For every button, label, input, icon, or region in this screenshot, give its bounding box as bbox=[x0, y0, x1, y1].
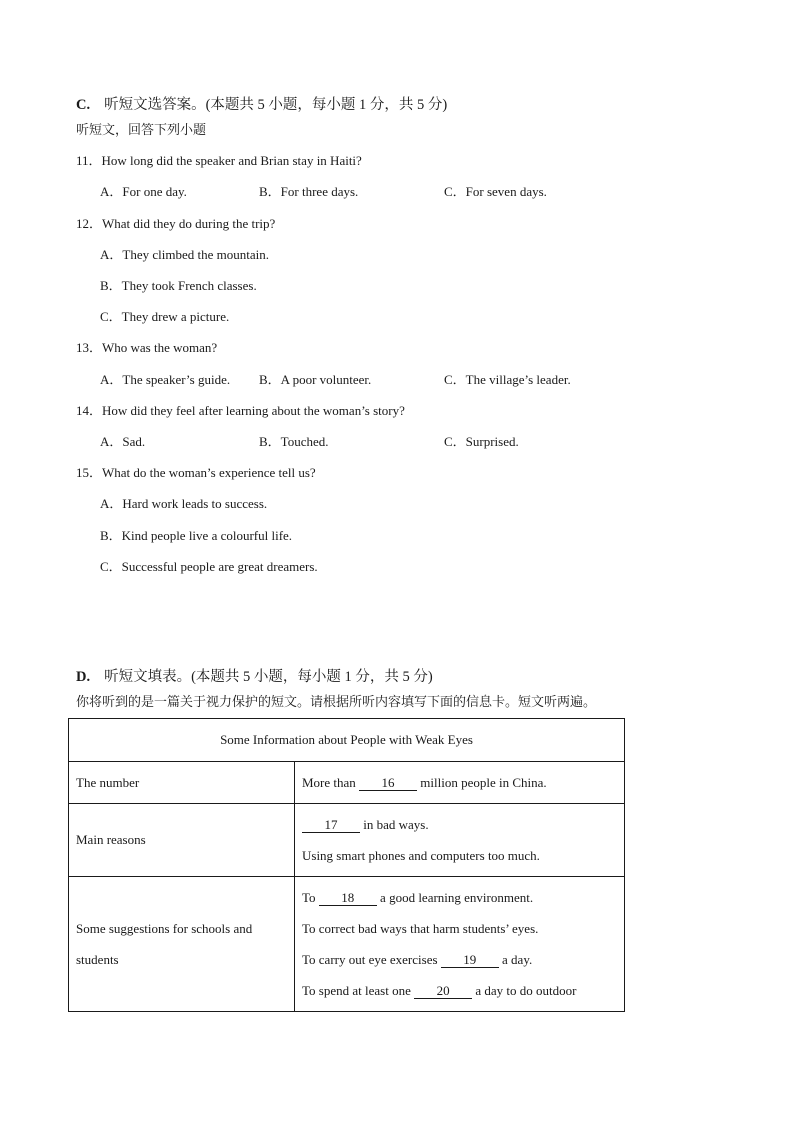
suggestion-4-post: a day to do outdoor bbox=[472, 983, 577, 998]
suggestion-1-pre: To bbox=[302, 890, 319, 905]
row-reasons-content bbox=[295, 804, 625, 877]
section-c-letter: C. bbox=[76, 97, 91, 113]
blank-19[interactable]: 19 bbox=[441, 953, 499, 968]
row-number-post: million people in China. bbox=[420, 774, 547, 790]
row-number-label: The number bbox=[69, 762, 295, 804]
section-c-title: 听短文选答案。(本题共 5 小题，每小题 1 分，共 5 分) bbox=[104, 97, 448, 113]
table-title: Some Information about People with Weak Eyes bbox=[69, 719, 625, 762]
blank-16[interactable]: 16 bbox=[359, 776, 417, 791]
q14-option-a: A．Sad. bbox=[100, 434, 146, 449]
section-d-instruction: 你将听到的是一篇关于视力保护的短文。请根据所听内容填写下面的信息卡。短文听两遍。 bbox=[76, 694, 597, 709]
q12-option-c: C．They drew a picture. bbox=[100, 309, 230, 324]
section-d-title: 听短文填表。(本题共 5 小题，每小题 1 分，共 5 分) bbox=[104, 669, 433, 685]
q13-option-b: B．A poor volunteer. bbox=[259, 372, 372, 387]
question-13: 13．Who was the woman? bbox=[76, 340, 218, 355]
question-14: 14．How did they feel after learning about the woman’s story? bbox=[76, 403, 405, 418]
info-card-table bbox=[68, 718, 625, 1012]
suggestion-3-post: a day. bbox=[498, 952, 533, 967]
row-reasons-line2: Using smart phones and computers too much. bbox=[302, 848, 540, 863]
section-d-letter: D. bbox=[76, 669, 91, 685]
question-15: 15．What do the woman’s experience tell us? bbox=[76, 465, 316, 480]
blank-18[interactable]: 18 bbox=[319, 891, 377, 906]
section-c-instruction: 听短文，回答下列小题 bbox=[76, 122, 207, 137]
blank-20[interactable]: 20 bbox=[414, 984, 472, 999]
row-reasons-label: Main reasons bbox=[69, 804, 295, 877]
suggestion-3-pre: To carry out eye exercises bbox=[302, 952, 441, 967]
q13-option-c: C．The village’s leader. bbox=[444, 372, 571, 387]
q11-option-a: A．For one day. bbox=[100, 184, 187, 199]
q11-option-b: B．For three days. bbox=[259, 184, 359, 199]
q15-option-c: C．Successful people are great dreamers. bbox=[100, 559, 318, 574]
blank-17[interactable]: 17 bbox=[302, 818, 360, 833]
suggestion-2: To correct bad ways that harm students’ eyes. bbox=[302, 921, 539, 936]
question-12: 12．What did they do during the trip? bbox=[76, 216, 276, 231]
q12-option-a: A．They climbed the mountain. bbox=[100, 247, 269, 262]
q11-option-c: C．For seven days. bbox=[444, 184, 547, 199]
section-c-header bbox=[76, 96, 447, 114]
question-11: 11．How long did the speaker and Brian stay in Haiti? bbox=[76, 153, 362, 168]
row-suggestions-label bbox=[69, 877, 295, 1012]
suggestion-1-post: a good learning environment. bbox=[376, 890, 534, 905]
q12-option-b: B．They took French classes. bbox=[100, 278, 257, 293]
suggestion-4-pre: To spend at least one bbox=[302, 983, 415, 998]
q15-option-a: A．Hard work leads to success. bbox=[100, 496, 268, 511]
row-number-content bbox=[295, 762, 625, 804]
row-suggestions-label-text: Some suggestions for schools and students bbox=[76, 921, 253, 967]
q14-option-c: C．Surprised. bbox=[444, 434, 519, 449]
row-number-pre: More than bbox=[302, 774, 360, 790]
q13-option-a: A．The speaker’s guide. bbox=[100, 372, 231, 387]
q15-option-b: B．Kind people live a colourful life. bbox=[100, 528, 293, 543]
row-suggestions-content bbox=[295, 877, 625, 1012]
q14-option-b: B．Touched. bbox=[259, 434, 329, 449]
section-d-header bbox=[76, 668, 433, 686]
row-reasons-post: in bad ways. bbox=[360, 817, 429, 832]
